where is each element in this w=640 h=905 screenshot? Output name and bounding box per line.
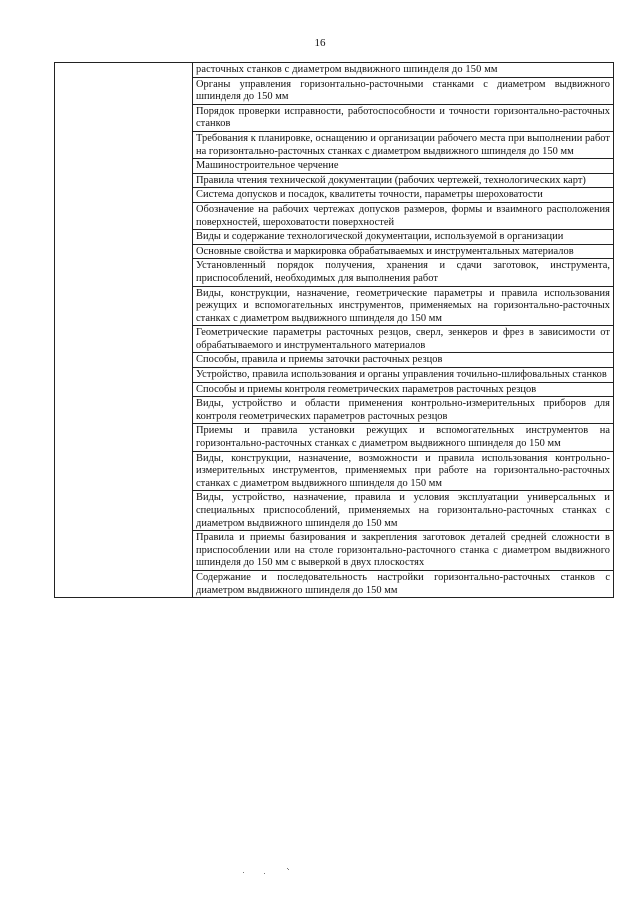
table-cell: Органы управления горизонтально-расточными станками с диаметром выдвижного шпинделя до 150 мм — [193, 77, 614, 104]
table-cell: Система допусков и посадок, квалитеты точности, параметры шероховатости — [193, 188, 614, 203]
page-number: 16 — [314, 37, 326, 49]
table-cell: Геометрические параметры расточных резцов, сверл, зенкеров и фрез в зависимости от обрабатываемого и инструментального материалов — [193, 326, 614, 353]
table-cell: Установленный порядок получения, хранения и сдачи заготовок, инструмента, приспособлений, необходимых для выполнения работ — [193, 259, 614, 286]
table-cell: Виды, конструкции, назначение, возможности и правила использования контрольно-измерительных инструментов, применяемых при работе на горизонтально-расточных станках с диаметром выдвижного шпинделя до 150 мм — [193, 451, 614, 491]
scan-dot — [243, 872, 244, 873]
left-column-cell — [55, 63, 193, 598]
table-cell: Порядок проверки исправности, работоспособности и точности горизонтально-расточных станков — [193, 104, 614, 131]
table-cell: Основные свойства и маркировка обрабатываемых и инструментальных материалов — [193, 244, 614, 259]
scan-artifact-dots — [243, 866, 303, 876]
scan-dot — [264, 873, 265, 874]
table-cell: Правила чтения технической документации (рабочих чертежей, технологических карт) — [193, 173, 614, 188]
table-cell: Виды, устройство, назначение, правила и условия эксплуатации универсальных и специальных приспособлений, применяемых на горизонтально-расточных станках с диаметром выдвижного шпинделя до 150 мм — [193, 491, 614, 531]
table-cell: Виды, конструкции, назначение, геометрические параметры и правила использования режущих и вспомогательных инструментов, применяемых на горизонтально-расточных станках с диаметром выдвижного шпинделя до 150 мм — [193, 286, 614, 326]
scan-dot — [288, 869, 289, 870]
table-cell: Виды, устройство и области применения контрольно-измерительных приборов для контроля геометрических параметров расточных резцов — [193, 397, 614, 424]
table-cell: Правила и приемы базирования и закрепления заготовок деталей средней сложности в приспособлении или на столе горизонтально-расточного станка с диаметром выдвижного шпинделя до 150 мм с выверкой в двух плоскостях — [193, 531, 614, 571]
table-cell: Приемы и правила установки режущих и вспомогательных инструментов на горизонтально-расточных станках с диаметром выдвижного шпинделя до 150 мм — [193, 424, 614, 451]
knowledge-table — [54, 62, 614, 598]
table-cell: Способы и приемы контроля геометрических параметров расточных резцов — [193, 382, 614, 397]
table-cell: Виды и содержание технологической документации, используемой в организации — [193, 230, 614, 245]
table-cell: Устройство, правила использования и органы управления точильно-шлифовальных станков — [193, 368, 614, 383]
table-cell: расточных станков с диаметром выдвижного шпинделя до 150 мм — [193, 63, 614, 78]
table-row — [55, 63, 614, 78]
table-cell: Способы, правила и приемы заточки расточных резцов — [193, 353, 614, 368]
table-cell: Обозначение на рабочих чертежах допусков размеров, формы и взаимного расположения поверхностей, шероховатости поверхностей — [193, 202, 614, 229]
table-cell: Содержание и последовательность настройки горизонтально-расточных станков с диаметром выдвижного шпинделя до 150 мм — [193, 570, 614, 597]
table-cell: Требования к планировке, оснащению и организации рабочего места при выполнении работ на горизонтально-расточных станках с диаметром выдвижного шпинделя до 150 мм — [193, 131, 614, 158]
table-cell: Машиностроительное черчение — [193, 159, 614, 174]
